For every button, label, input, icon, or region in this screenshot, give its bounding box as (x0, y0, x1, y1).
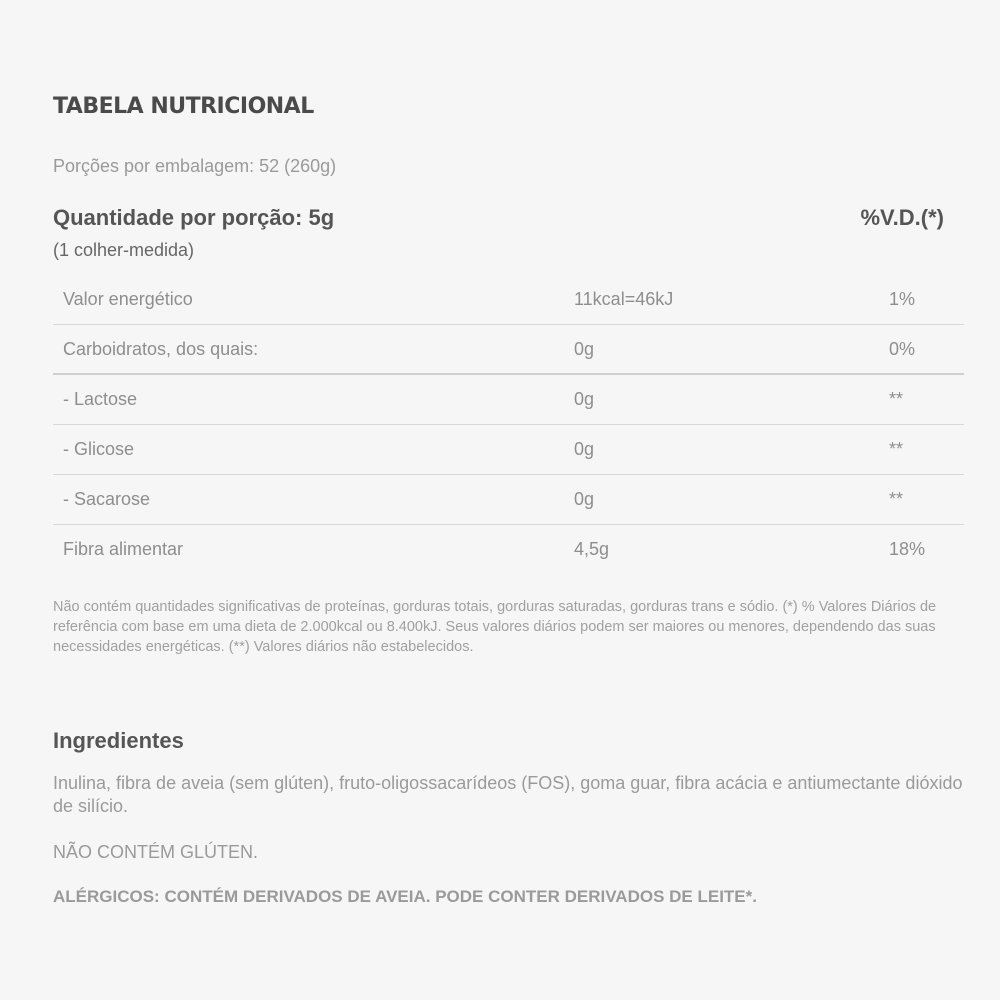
nutrient-daily-value: ** (889, 489, 904, 509)
nutrient-name: - Lactose (63, 389, 138, 409)
nutrient-name: Valor energético (63, 289, 193, 309)
table-row (53, 475, 964, 525)
ingredients-title: Ingredientes (53, 728, 184, 753)
nutrient-amount: 11kcal=46kJ (574, 289, 674, 309)
table-row (53, 425, 964, 475)
nutrient-daily-value: 1% (889, 289, 916, 309)
nutrient-amount: 0g (574, 389, 595, 409)
table-row (53, 525, 964, 574)
nutrient-amount: 0g (574, 439, 595, 459)
nutrient-daily-value: 18% (889, 539, 926, 559)
nutrient-amount: 4,5g (574, 539, 610, 559)
nutrition-table-title: TABELA NUTRICIONAL (53, 94, 314, 119)
nutrient-amount: 0g (574, 489, 595, 509)
portions-per-package: Porções por embalagem: 52 (260g) (53, 156, 337, 176)
nutrient-name: - Sacarose (63, 489, 151, 509)
serving-measure: (1 colher-medida) (53, 240, 195, 260)
gluten-notice: NÃO CONTÉM GLÚTEN. (53, 842, 259, 862)
nutrient-amount: 0g (574, 339, 595, 359)
nutrient-name: Carboidratos, dos quais: (63, 339, 259, 359)
table-row (53, 325, 964, 375)
table-row (53, 275, 964, 325)
ingredients-list: Inulina, fibra de aveia (sem glúten), fruto-oligossacarídeos (FOS), goma guar, fibra acácia e antiumectante dióxido de silício. (53, 773, 963, 816)
nutrient-daily-value: ** (889, 389, 904, 409)
nutrient-name: Fibra alimentar (63, 539, 184, 559)
serving-header (53, 205, 944, 231)
nutrient-daily-value: 0% (889, 339, 916, 359)
nutrition-footnote: Não contém quantidades significativas de proteínas, gorduras totais, gorduras saturadas, gorduras trans e sódio. (*) % Valores Diários de referência com base em uma dieta de 2.000kcal ou 8.400kJ. Seus valores diários podem ser maiores ou menores, dependendo das suas necessidades energéticas. (**) Valores diários não estabelecidos. (53, 599, 937, 655)
nutrition-table (53, 275, 964, 574)
daily-value-header: %V.D.(*) (860, 205, 944, 230)
allergen-warning: ALÉRGICOS: CONTÉM DERIVADOS DE AVEIA. PODE CONTER DERIVADOS DE LEITE*. (53, 887, 757, 906)
serving-size-label: Quantidade por porção: 5g (53, 205, 335, 230)
nutrient-daily-value: ** (889, 439, 904, 459)
nutrient-name: - Glicose (63, 439, 135, 459)
table-row (53, 375, 964, 425)
